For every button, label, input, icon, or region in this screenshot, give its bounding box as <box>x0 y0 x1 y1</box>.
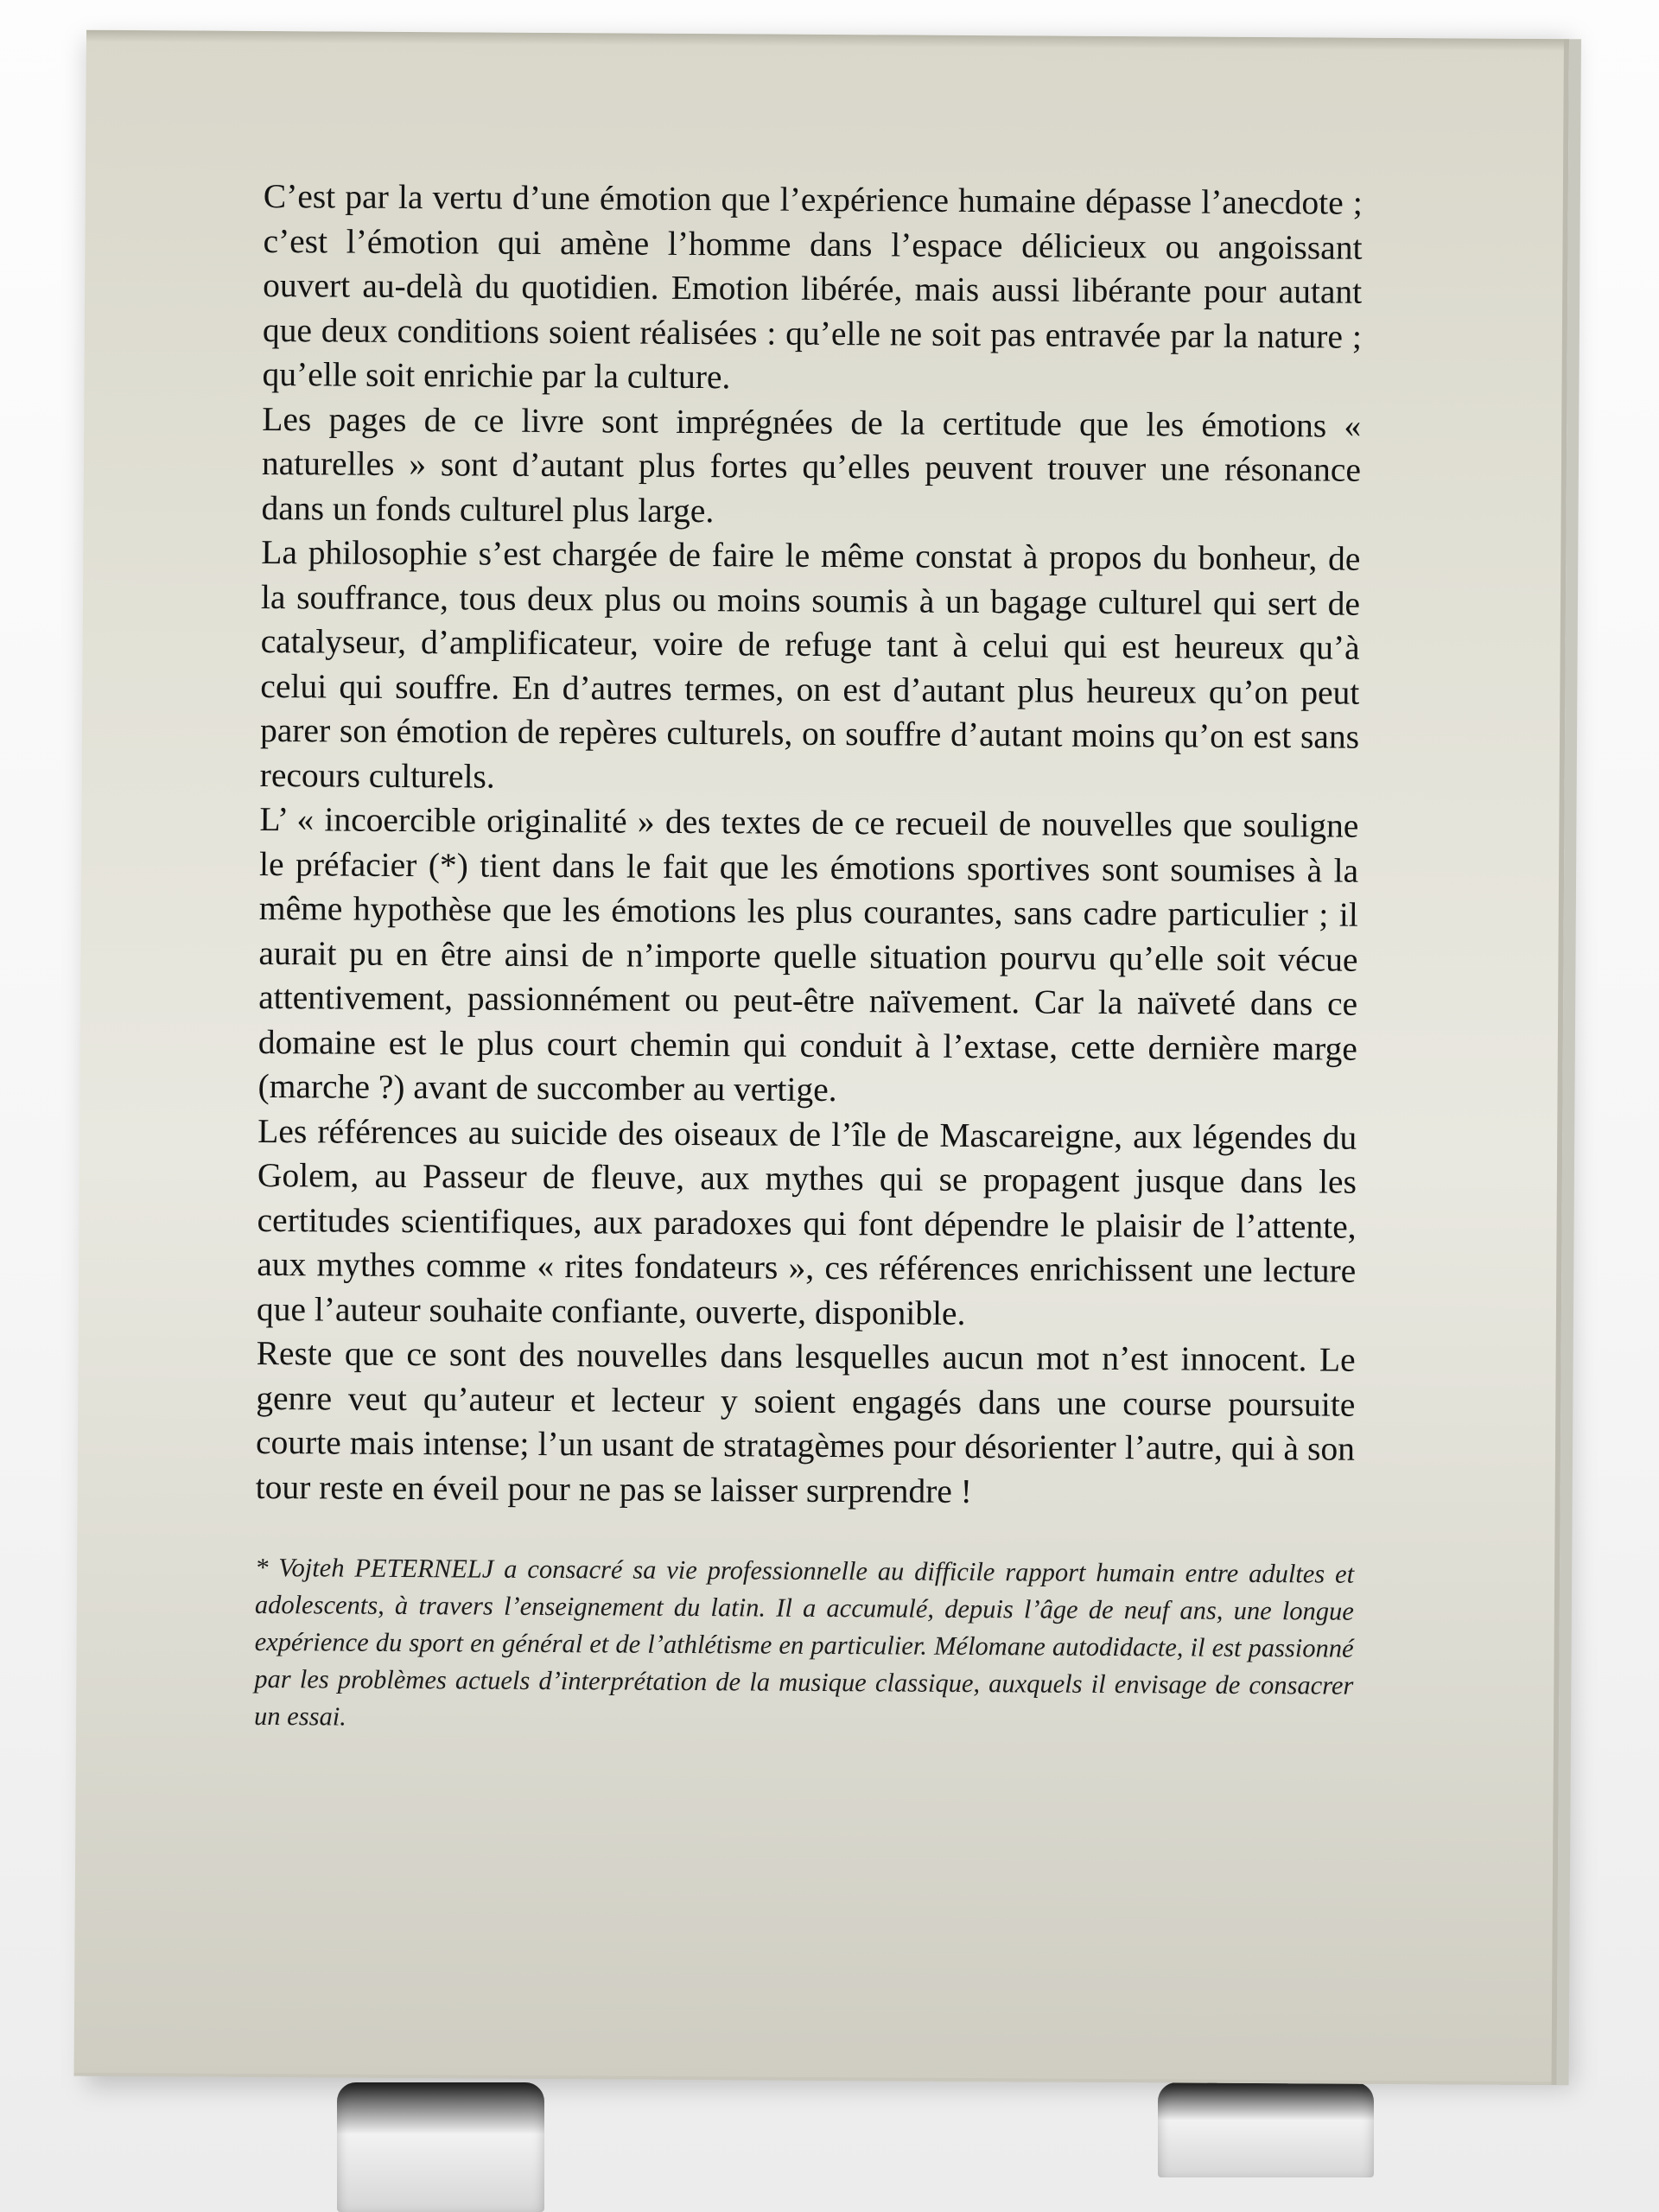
book-stand-right <box>1158 2082 1374 2177</box>
blurb-paragraph-3: La philosophie s’est chargée de faire le même constat à propos du bonheur, de la souffrance, tous deux plus ou moins soumis à un bagage culturel qui sert de catalyseur, d’amplificateur, voire de refuge tant à celui qui est heureux qu’à celui qui souffre. En d’autres termes, on est d’autant plus heureux qu’on peut parer son émotion de repères culturels, on souffre d’autant moins qu’on est sans recours culturels. <box>259 532 1361 796</box>
blurb-paragraph-2: Les pages de ce livre sont imprégnées de la certitude que les émotions « naturelles » sont d’autant plus fortes qu’elles peuvent trouver une résonance dans un fonds culturel plus large. <box>261 399 1362 530</box>
book-stand-left <box>337 2082 544 2212</box>
preface-author-footnote: * Vojteh PETERNELJ a consacré sa vie professionnelle au difficile rapport humain entre adultes et adolescents, à travers l’enseignement du latin. Il a accumulé, depuis l’âge de neuf ans, une longue expérience du sport en général et de l’athlétisme en particulier. Mélomane autodidacte, il est passionné par les problèmes actuels d’interprétation de la musique classique, auxquels il envisage de consacrer un essai. <box>253 1552 1355 1732</box>
book-top-edge <box>86 30 1569 51</box>
blurb-paragraph-6: Reste que ce sont des nouvelles dans lesquelles aucun mot n’est innocent. Le genre veut qu’auteur et lecteur y soient engagés dans une course poursuite courte mais intense; l’un usant de stratagèmes pour désorienter l’autre, qui à son tour reste en éveil pour ne pas se laisser surprendre ! <box>255 1333 1356 1510</box>
blurb-paragraph-1: C’est par la vertu d’une émotion que l’expérience humaine dépasse l’anecdote ; c’est l’émotion qui amène l’homme dans l’espace délicieux ou angoissant ouvert au-delà du quotidien. Emotion libérée, mais aussi libérante pour autant que deux conditions soient réalisées : qu’elle ne soit pas entravée par la nature ; qu’elle soit enrichie par la culture. <box>262 176 1363 397</box>
blurb-paragraph-4: L’ « incoercible originalité » des textes de ce recueil de nouvelles que souligne le préfacier (*) tient dans le fait que les émotions sportives sont soumises à la même hypothèse que les émotions les plus courantes, sans cadre particulier ; il aurait pu en être ainsi de n’importe quelle situation pourvu qu’elle soit vécue attentivement, passionnément ou peut-être naïvement. Car la naïveté dans ce domaine est le plus court chemin qui conduit à l’extase, cette dernière marge (marche ?) avant de succomber au vertige. <box>257 799 1359 1109</box>
blurb-paragraph-5: Les références au suicide des oiseaux de l’île de Mascareigne, aux légendes du Golem, au Passeur de fleuve, aux mythes qui se propagent jusque dans les certitudes scientifiques, aux paradoxes qui font dépendre le plaisir de l’attente, aux mythes comme « rites fondateurs », ces références enrichissent une lecture que l’auteur souhaite confiante, ouverte, disponible. <box>256 1111 1357 1332</box>
blurb-text-block <box>254 175 1363 1742</box>
book-back-cover <box>74 30 1581 2086</box>
